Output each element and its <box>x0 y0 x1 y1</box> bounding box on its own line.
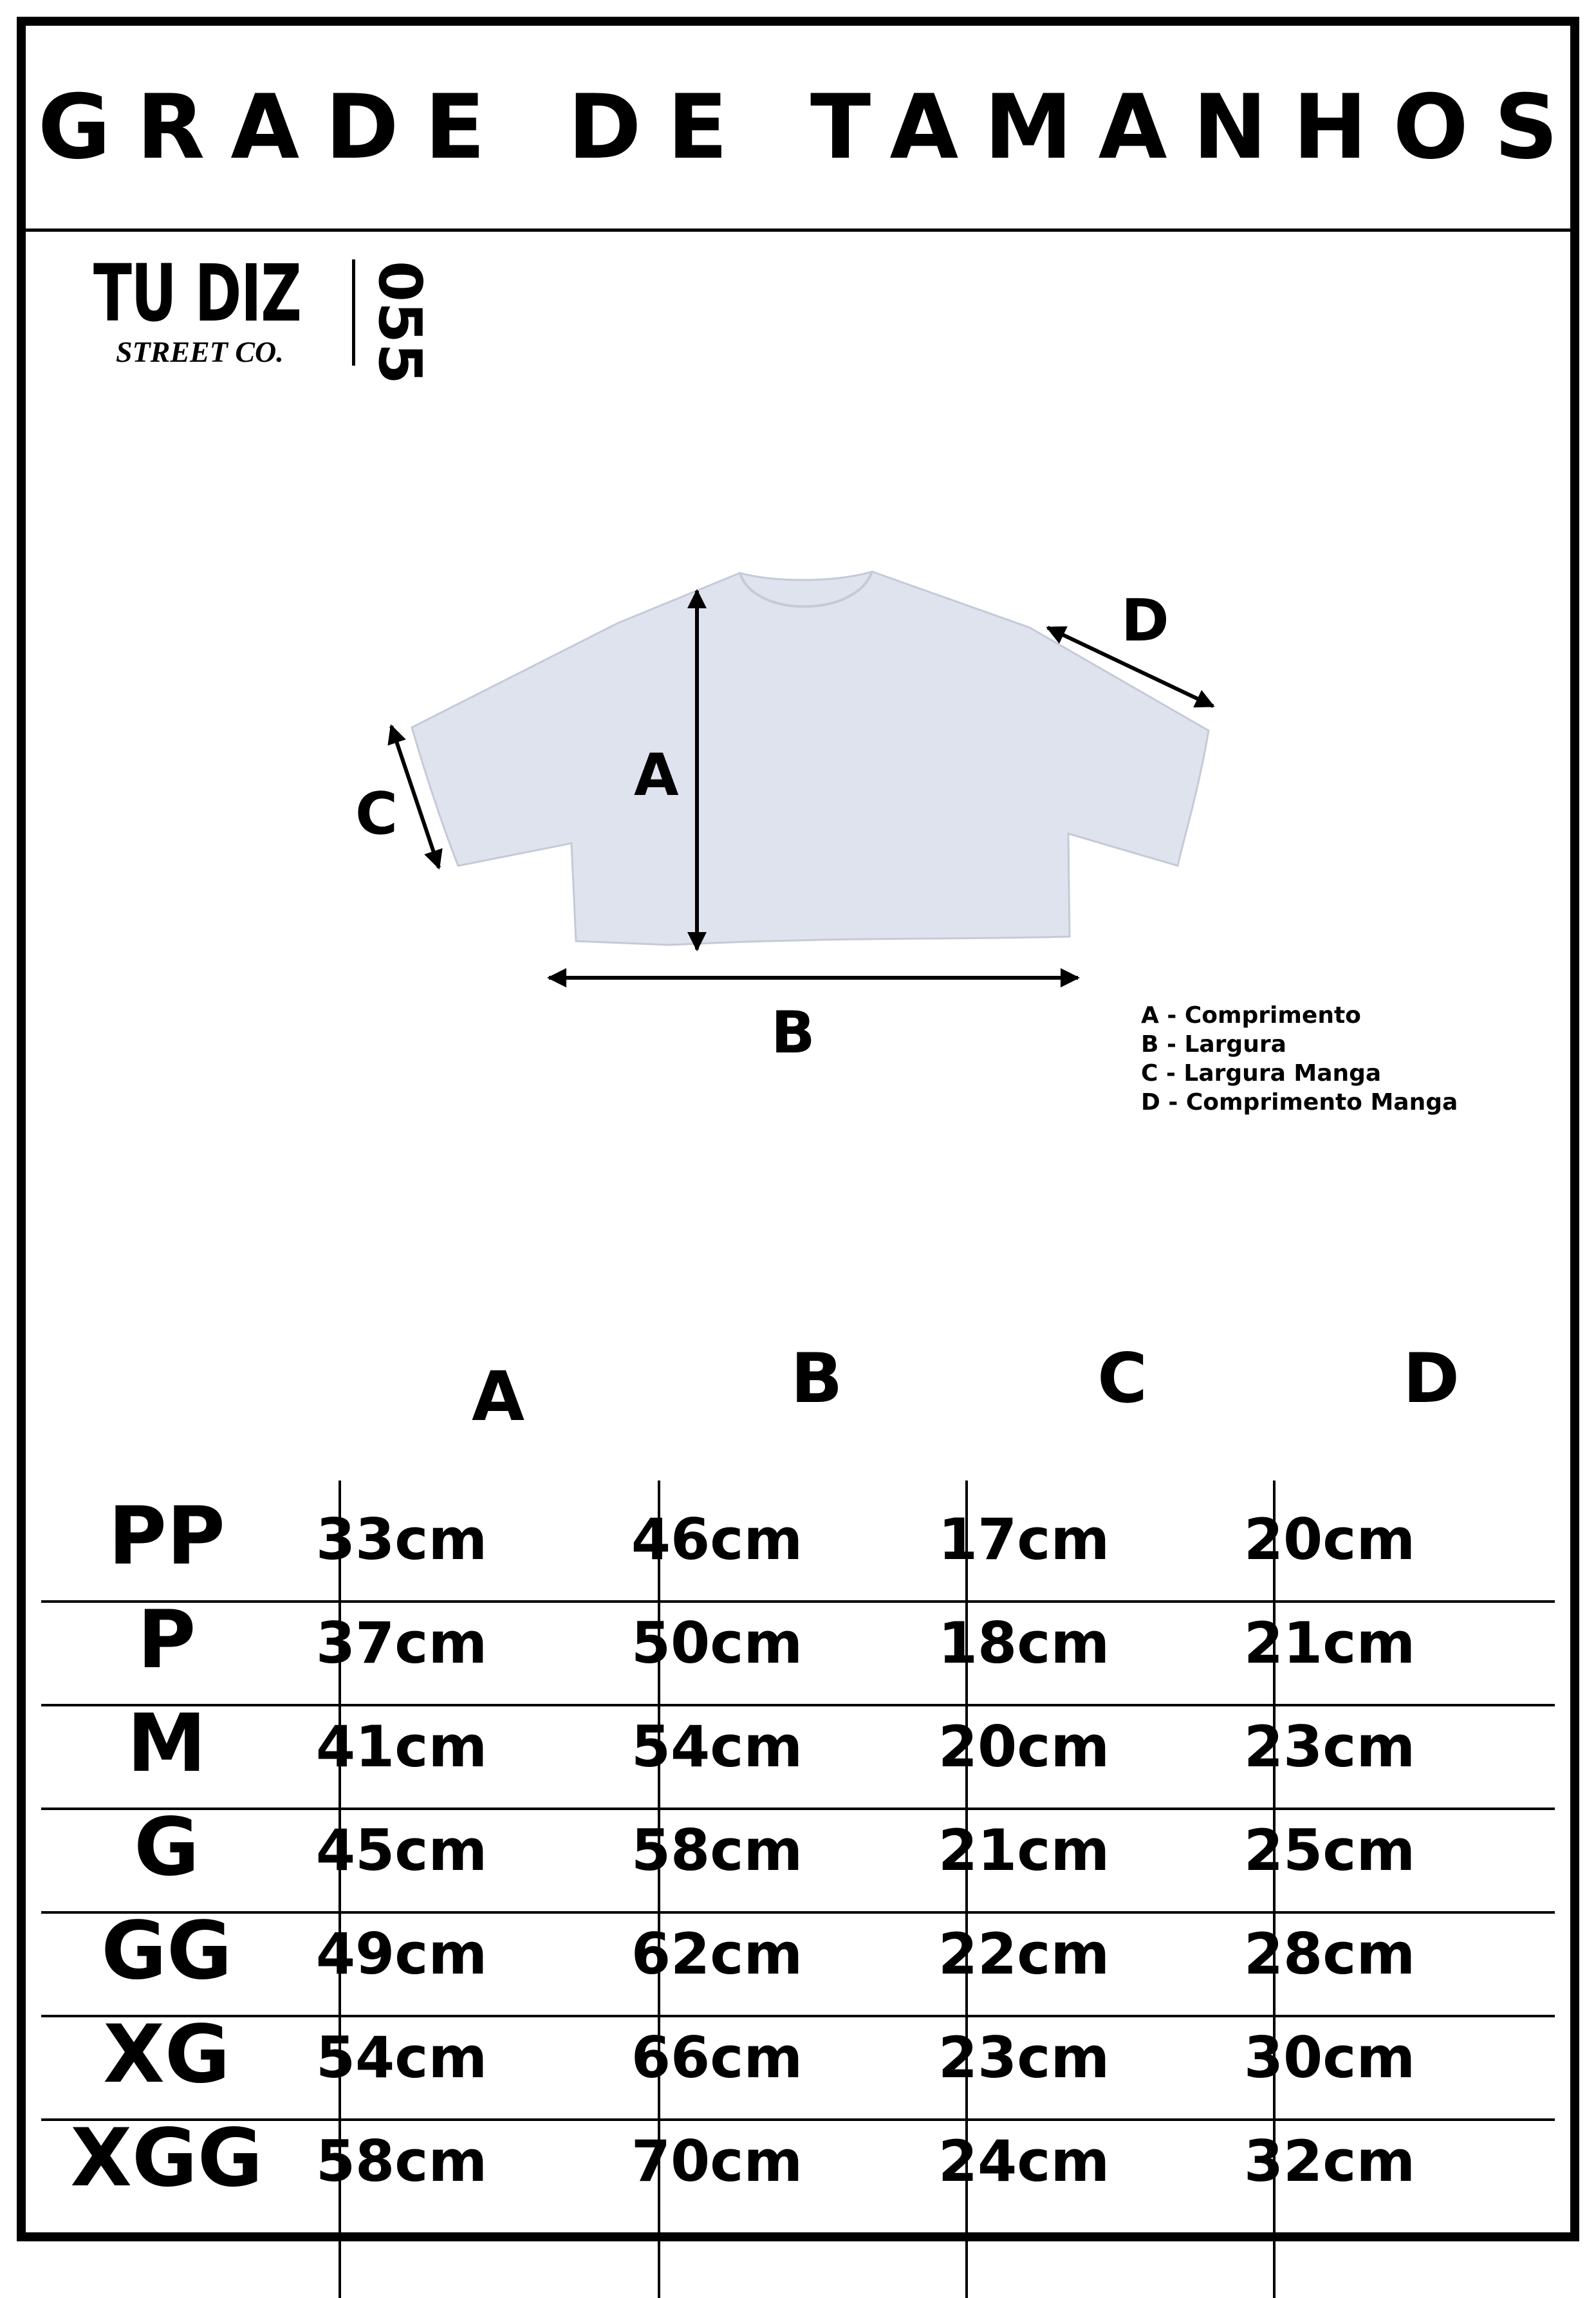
diagram-label-c: C <box>355 780 398 848</box>
measurement-cell: 23cm <box>938 2024 1110 2091</box>
measurement-cell: 18cm <box>938 1610 1110 1676</box>
measurement-cell: 22cm <box>938 1921 1110 1987</box>
measurement-cell: 66cm <box>631 2024 803 2091</box>
measurement-cell: 58cm <box>631 1817 803 1883</box>
size-label: G <box>134 1801 200 1894</box>
measurement-cell: 50cm <box>631 1610 803 1676</box>
diagram-label-b: B <box>771 999 815 1067</box>
measurement-cell: 20cm <box>1243 1506 1416 1573</box>
measurement-cell: 58cm <box>315 2128 488 2194</box>
logo-subtitle: STREET CO. <box>116 335 284 368</box>
legend-item-c: C - Largura Manga <box>1141 1060 1382 1087</box>
measurement-cell: 21cm <box>938 1817 1110 1883</box>
column-header-d: D <box>1403 1339 1460 1418</box>
page-title: GRADE DE TAMANHOS <box>37 75 1584 179</box>
diagram-label-a: A <box>634 742 679 809</box>
measurement-cell: 54cm <box>315 2024 488 2091</box>
size-label: M <box>127 1697 207 1790</box>
size-label: XGG <box>70 2112 263 2205</box>
column-header-b: B <box>790 1339 843 1418</box>
measurement-cell: 54cm <box>631 1714 803 1780</box>
measurement-cell: 49cm <box>315 1921 488 1987</box>
measurement-cell: 41cm <box>315 1714 488 1780</box>
measurement-cell: 33cm <box>315 1506 488 1573</box>
measurement-cell: 46cm <box>631 1506 803 1573</box>
column-header-a: A <box>471 1357 525 1436</box>
measurement-cell: 20cm <box>938 1714 1110 1780</box>
measurement-cell: 30cm <box>1243 2024 1416 2091</box>
column-header-c: C <box>1097 1339 1147 1418</box>
legend-item-d: D - Comprimento Manga <box>1141 1089 1458 1116</box>
size-label: XG <box>103 2008 230 2101</box>
size-label: P <box>137 1594 196 1686</box>
measurement-cell: 24cm <box>938 2128 1110 2194</box>
measurement-cell: 62cm <box>631 1921 803 1987</box>
measurement-cell: 45cm <box>315 1817 488 1883</box>
size-label: GG <box>101 1905 232 1997</box>
size-label: PP <box>108 1490 225 1583</box>
measurement-cell: 70cm <box>631 2128 803 2194</box>
measurement-cell: 21cm <box>1243 1610 1416 1676</box>
logo-brand: TU DIZ <box>93 248 301 339</box>
measurement-legend <box>1141 1001 1458 1117</box>
crop-tshirt-shape <box>412 572 1209 945</box>
measurement-cell: 32cm <box>1243 2128 1416 2194</box>
measurement-cell: 23cm <box>1243 1714 1416 1780</box>
measurement-cell: 37cm <box>315 1610 488 1676</box>
logo-code: 055 <box>366 261 434 385</box>
legend-item-b: B - Largura <box>1141 1031 1286 1058</box>
measurement-cell: 28cm <box>1243 1921 1416 1987</box>
legend-item-a: A - Comprimento <box>1141 1002 1361 1029</box>
diagram-label-d: D <box>1121 587 1169 655</box>
measurement-cell: 17cm <box>938 1506 1110 1573</box>
measurement-cell: 25cm <box>1243 1817 1416 1883</box>
